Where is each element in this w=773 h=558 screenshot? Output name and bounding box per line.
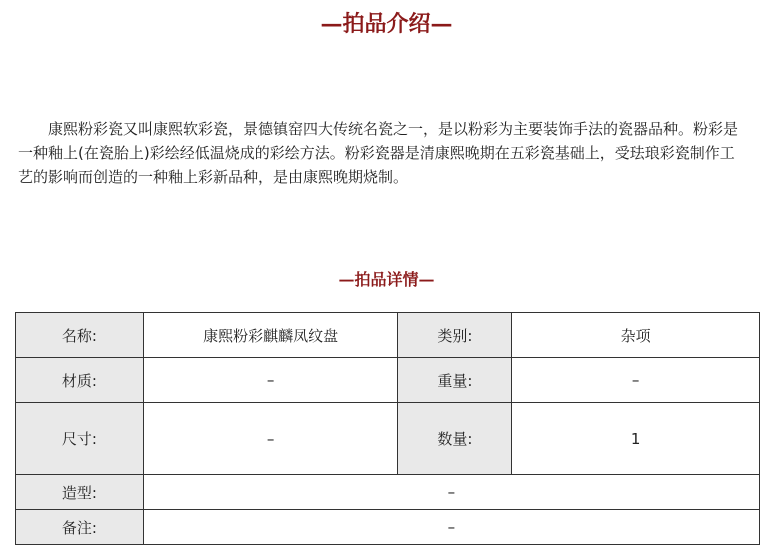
- table-row: [16, 358, 760, 403]
- shape-value: –: [143, 475, 759, 510]
- weight-value: –: [512, 358, 760, 403]
- size-value: –: [143, 403, 398, 475]
- category-label: 类别:: [398, 313, 512, 358]
- table-row: [16, 313, 760, 358]
- name-label: 名称:: [16, 313, 144, 358]
- notes-value: –: [143, 510, 759, 545]
- material-value: –: [143, 358, 398, 403]
- intro-paragraph: 康熙粉彩瓷又叫康熙软彩瓷，景德镇窑四大传统名瓷之一，是以粉彩为主要装饰手法的瓷器品种。粉彩是一种釉上(在瓷胎上)彩绘经低温烧成的彩绘方法。粉彩瓷器是清康熙晚期在五彩瓷基础上，受珐琅彩瓷制作工艺的影响而创造的一种釉上彩新品种，是由康熙晚期烧制。: [18, 120, 739, 186]
- intro-section-title: —拍品介绍—: [320, 11, 453, 37]
- category-value: 杂项: [512, 313, 760, 358]
- table-row: [16, 475, 760, 510]
- quantity-value: 1: [512, 403, 760, 475]
- weight-label: 重量:: [398, 358, 512, 403]
- material-label: 材质:: [16, 358, 144, 403]
- shape-label: 造型:: [16, 475, 144, 510]
- quantity-label: 数量:: [398, 403, 512, 475]
- size-label: 尺寸:: [16, 403, 144, 475]
- name-value: 康熙粉彩麒麟凤纹盘: [143, 313, 398, 358]
- details-section-title: —拍品详情—: [338, 270, 435, 289]
- table-row: [16, 510, 760, 545]
- lot-details-table: [15, 312, 760, 545]
- notes-label: 备注:: [16, 510, 144, 545]
- table-row: [16, 403, 760, 475]
